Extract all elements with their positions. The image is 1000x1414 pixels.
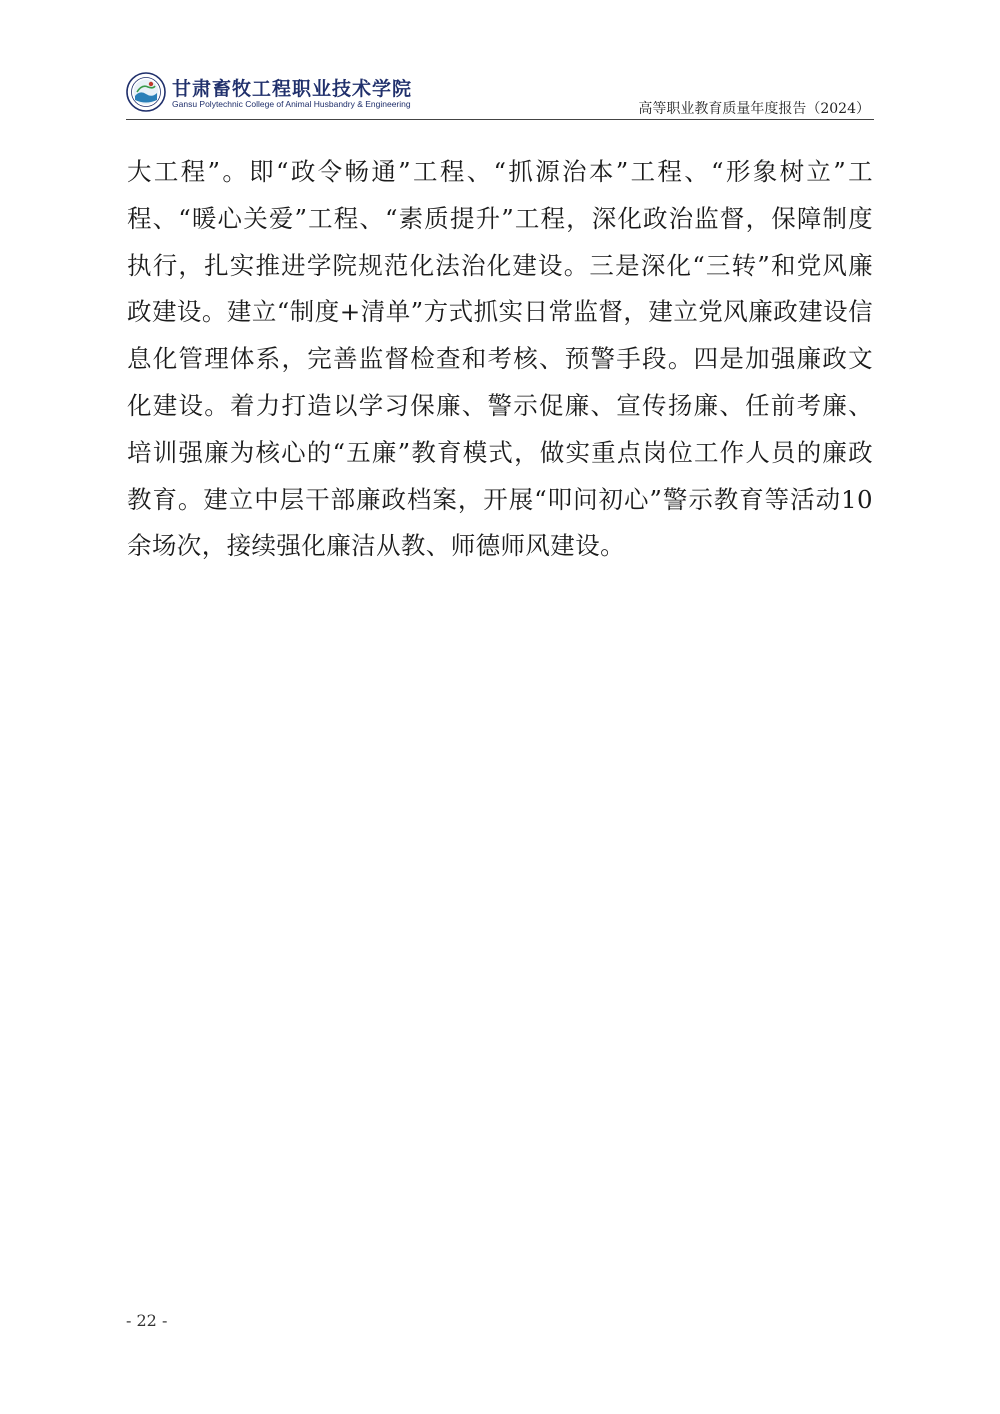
college-name-en: Gansu Polytechnic College of Animal Husbandry & Engineering <box>172 99 411 109</box>
page-header <box>126 70 874 120</box>
header-divider <box>126 119 874 120</box>
college-name-cn: 甘肃畜牧工程职业技术学院 <box>172 78 413 100</box>
page-number: - 22 - <box>126 1311 168 1330</box>
college-emblem-icon <box>126 72 166 112</box>
body-paragraph: 大工程”。即“政令畅通”工程、“抓源治本”工程、“形象树立”工程、“暖心关爱”工程、“素质提升”工程，深化政治监督，保障制度执行，扎实推进学院规范化法治化建设。三是深化“三转”和党风廉政建设。建立“制度+清单”方式抓实日常监督，建立党风廉政建设信息化管理体系，完善监督检查和考核、预警手段。四是加强廉政文化建设。着力打造以学习保廉、警示促廉、宣传扬廉、任前考廉、培训强廉为核心的“五廉”教育模式，做实重点岗位工作人员的廉政教育。建立中层干部廉政档案，开展“叩问初心”警示教育等活动10余场次，接续强化廉洁从教、师德师风建设。 <box>127 157 873 561</box>
report-title: 高等职业教育质量年度报告（2024） <box>638 101 870 117</box>
